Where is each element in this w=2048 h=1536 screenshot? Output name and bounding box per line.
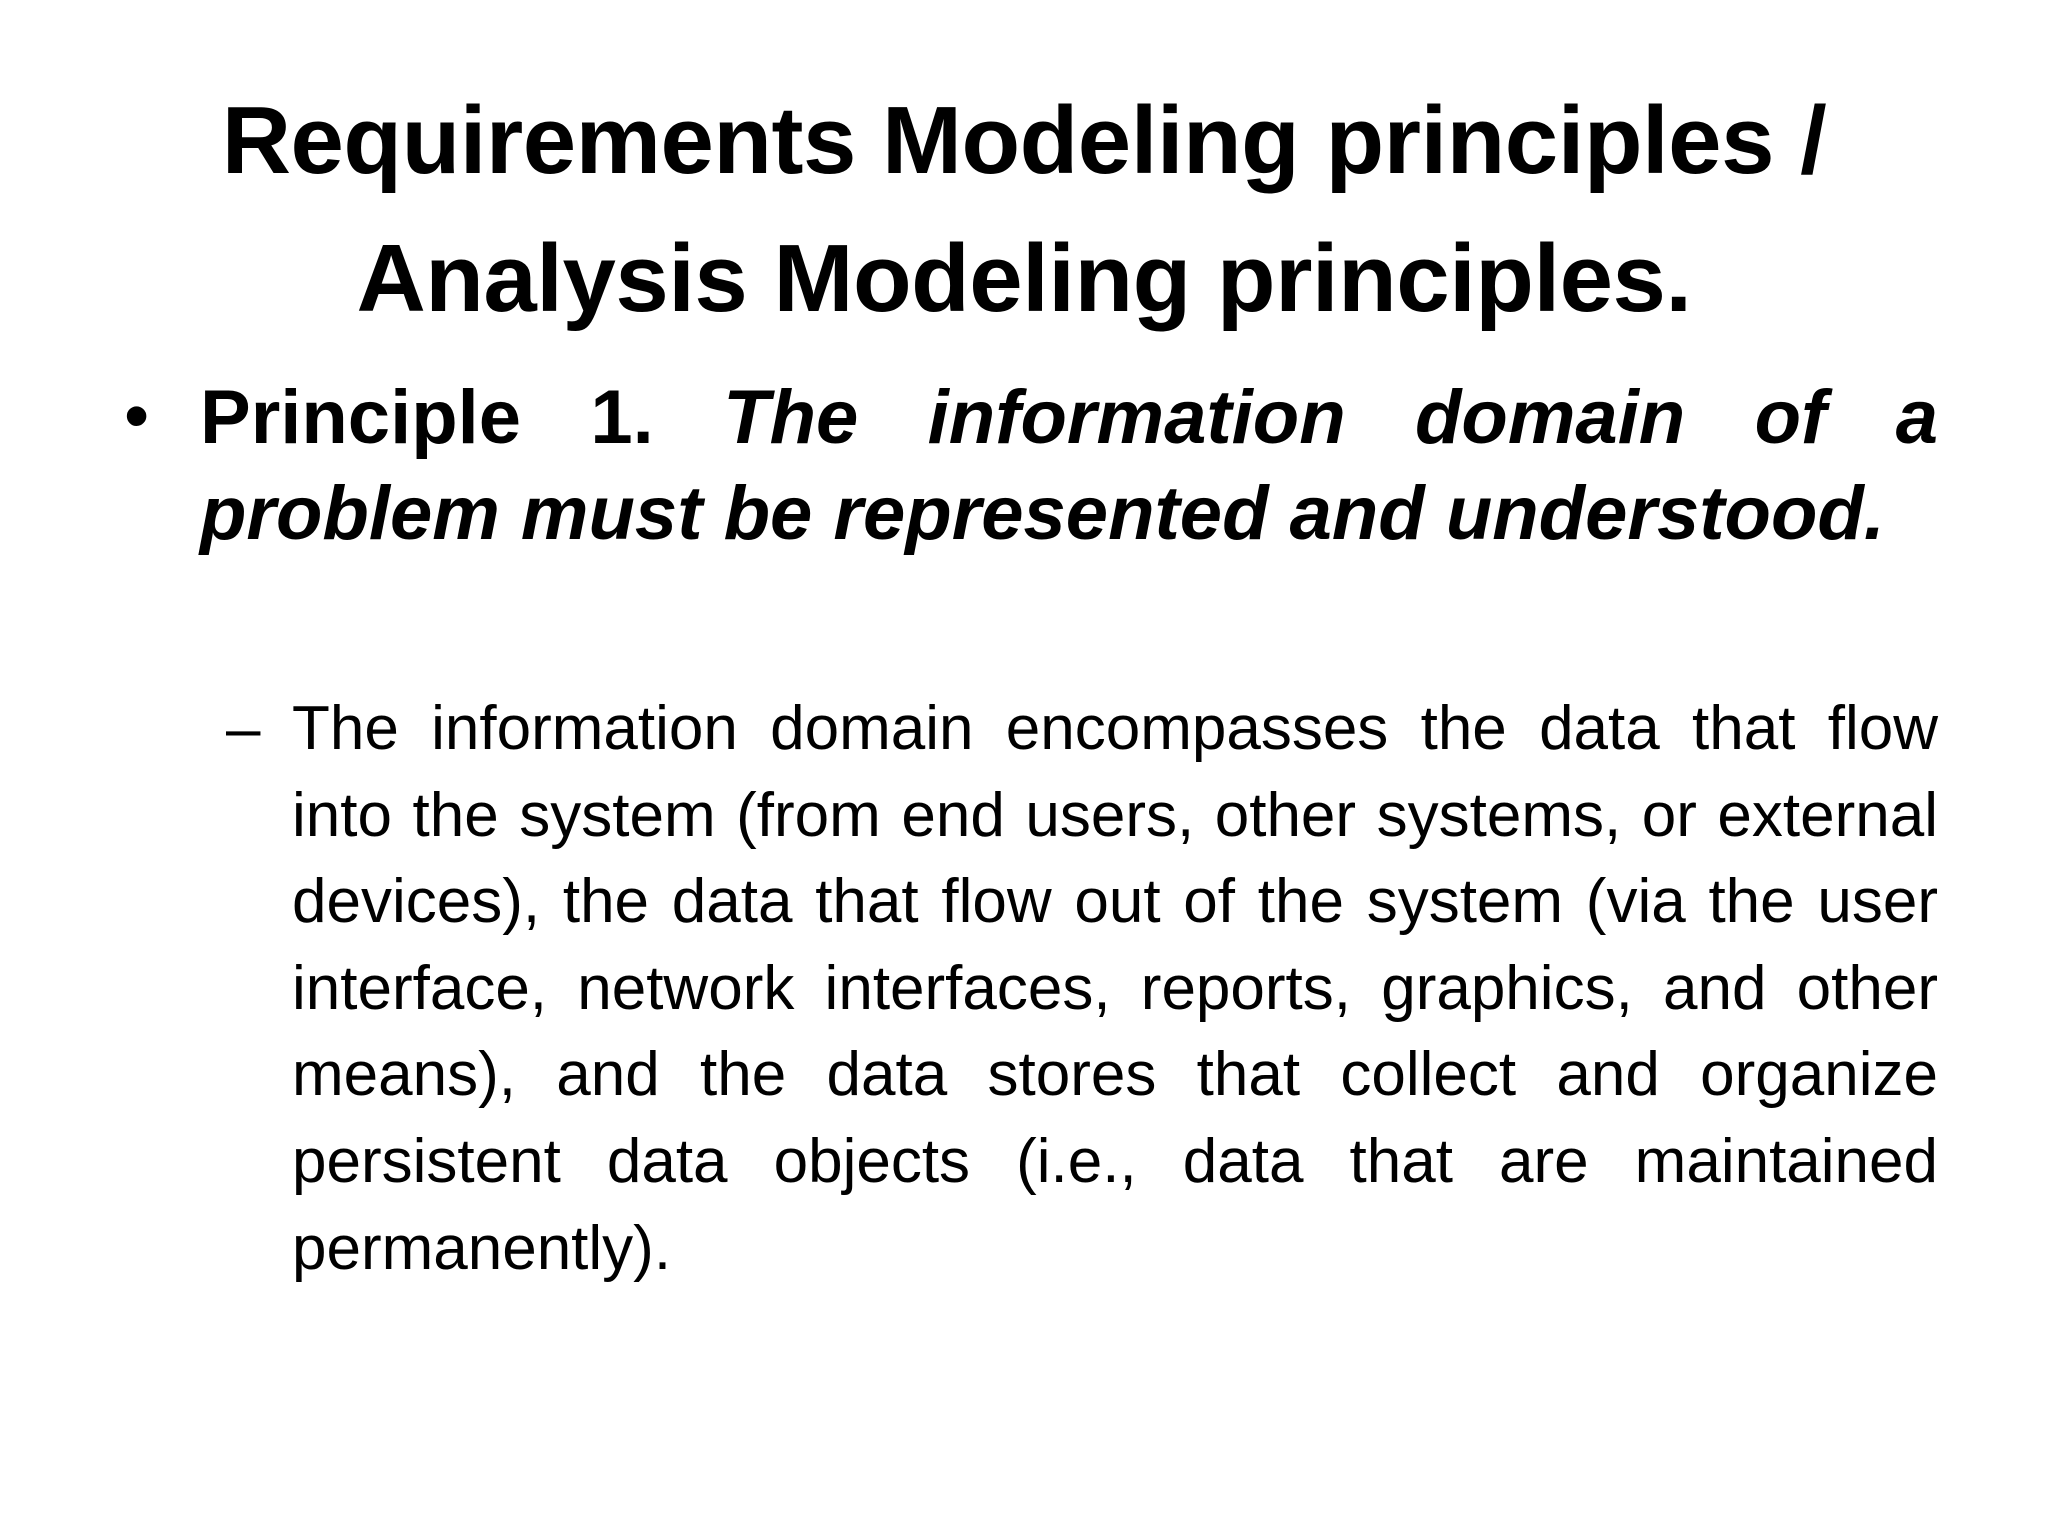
- sub-bullet-marker: –: [226, 694, 261, 763]
- bullet-marker: •: [124, 376, 150, 456]
- principle-label: Principle 1.: [200, 375, 654, 460]
- principle-statement: The information domain of a problem must be represented and understood.: [200, 375, 1938, 556]
- slide-title: [110, 72, 1938, 348]
- slide-title-line-2: Analysis Modeling principles.: [356, 225, 1692, 332]
- slide-title-line-1: Requirements Modeling principles /: [221, 87, 1827, 194]
- bullet-text: [200, 370, 1938, 562]
- sub-bullet-text: The information domain encompasses the data that flow into the system (from end users, other systems, or external devices), the data that flow out of the system (via the user interface, network interfaces, reports, graphics, and other means), and the data stores that collect and organize persistent data objects (i.e., data that are maintained permanently).: [292, 694, 1938, 1283]
